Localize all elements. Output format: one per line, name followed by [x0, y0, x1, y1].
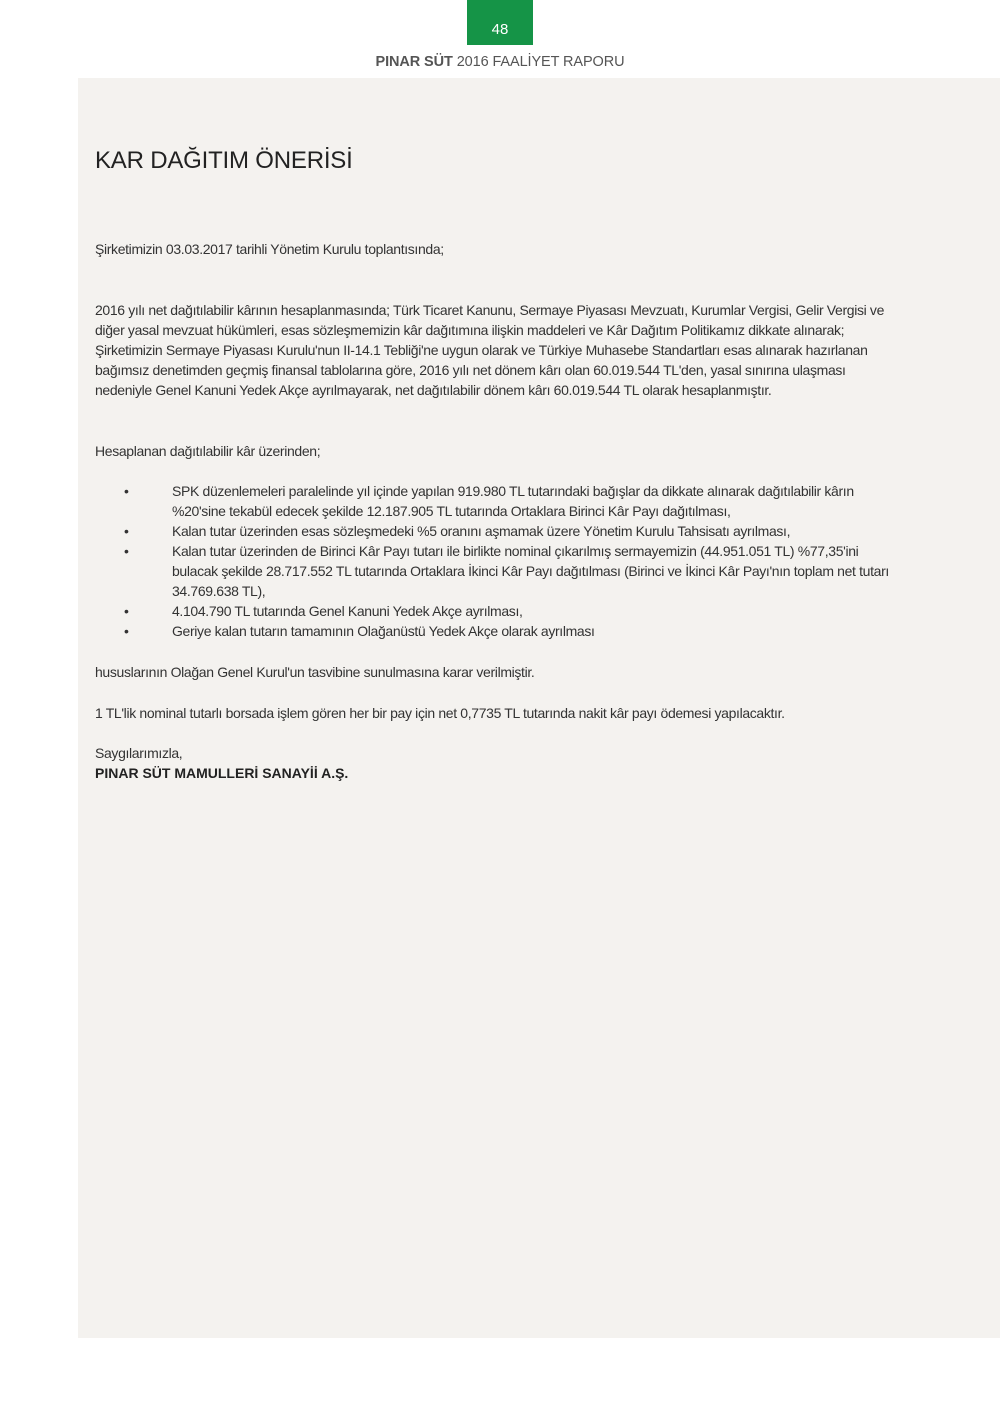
dividend-paragraph: 1 TL'lik nominal tutarlı borsada işlem gören her bir pay için net 0,7735 TL tutarında nakit kâr payı ödemesi yapılacaktır. — [95, 705, 785, 721]
report-header-title: 2016 FAALİYET RAPORU — [452, 54, 625, 70]
list-item-text: SPK düzenlemeleri paralelinde yıl içinde yapılan 919.980 TL tutarındaki bağışlar da dikkate alınarak dağıtılabilir kârın %20'sine tekabül edecek şekilde 12.187.905 TL tutarında Ortaklara Birinci Kâr Payı dağıtılması, — [172, 483, 854, 519]
page-number: 48 — [491, 21, 509, 38]
main-paragraph: 2016 yılı net dağıtılabilir kârının hesaplanmasında; Türk Ticaret Kanunu, Sermaye Piyasası Mevzuatı, Kurumlar Vergisi, Gelir Vergisi ve diğer yasal mevzuat hükümleri, esas sözleşmemizin kâr dağıtımına ilişkin maddeleri ve Kâr Dağıtım Politikamız dikkate alınarak; Şirketimizin Sermaye Piyasası Kurulu'nun II-14.1 Tebliği'ne uygun olarak ve Türkiye Muhasebe Standartları esas alınarak hazırlanan bağımsız denetimden geçmiş finansal tablolarına göre, 2016 yılı net dönem kârı olan 60.019.544 TL'den, yasal sınırına ulaşması nedeniyle Genel Kanuni Yedek Akçe ayrılmayarak, net dağıtılabilir dönem kârı 60.019.544 TL olarak hesaplanmıştır. — [95, 302, 885, 398]
distribution-list — [95, 481, 895, 641]
page-title: KAR DAĞITIM ÖNERİSİ — [95, 147, 353, 174]
closing-greeting: Saygılarımızla, — [95, 745, 183, 761]
bullet-icon: • — [124, 543, 129, 559]
resolution-paragraph: hususlarının Olağan Genel Kurul'un tasvibine sunulmasına karar verilmiştir. — [95, 664, 535, 680]
calculation-paragraph: Hesaplanan dağıtılabilir kâr üzerinden; — [95, 443, 321, 459]
list-item-text: Kalan tutar üzerinden esas sözleşmedeki %5 oranını aşmamak üzere Yönetim Kurulu Tahsisatı ayrılması, — [172, 523, 791, 539]
bullet-icon: • — [124, 603, 129, 619]
company-signature: PINAR SÜT MAMULLERİ SANAYİİ A.Ş. — [95, 765, 349, 781]
report-header-brand: PINAR SÜT — [375, 54, 453, 70]
list-item — [95, 601, 895, 621]
list-item — [95, 521, 895, 541]
list-item-text: Kalan tutar üzerinden de Birinci Kâr Payı tutarı ile birlikte nominal çıkarılmış sermayemizin (44.951.051 TL) %77,35'ini bulacak şekilde 28.717.552 TL tutarında Ortaklara İkinci Kâr Payı dağıtılması (Birinci ve İkinci Kâr Payı'nın toplam net tutarı 34.769.638 TL), — [172, 543, 889, 599]
list-item-text: 4.104.790 TL tutarında Genel Kanuni Yedek Akçe ayrılması, — [172, 603, 523, 619]
list-item — [95, 621, 895, 641]
bullet-icon: • — [124, 483, 129, 499]
bullet-icon: • — [124, 523, 129, 539]
list-item-text: Geriye kalan tutarın tamamının Olağanüstü Yedek Akçe olarak ayrılması — [172, 623, 595, 639]
report-header — [0, 54, 1000, 70]
list-item — [95, 481, 895, 521]
list-item — [95, 541, 895, 601]
page-number-tab — [467, 0, 533, 45]
bullet-icon: • — [124, 623, 129, 639]
intro-paragraph: Şirketimizin 03.03.2017 tarihli Yönetim Kurulu toplantısında; — [95, 241, 444, 257]
closing-block — [95, 743, 348, 783]
